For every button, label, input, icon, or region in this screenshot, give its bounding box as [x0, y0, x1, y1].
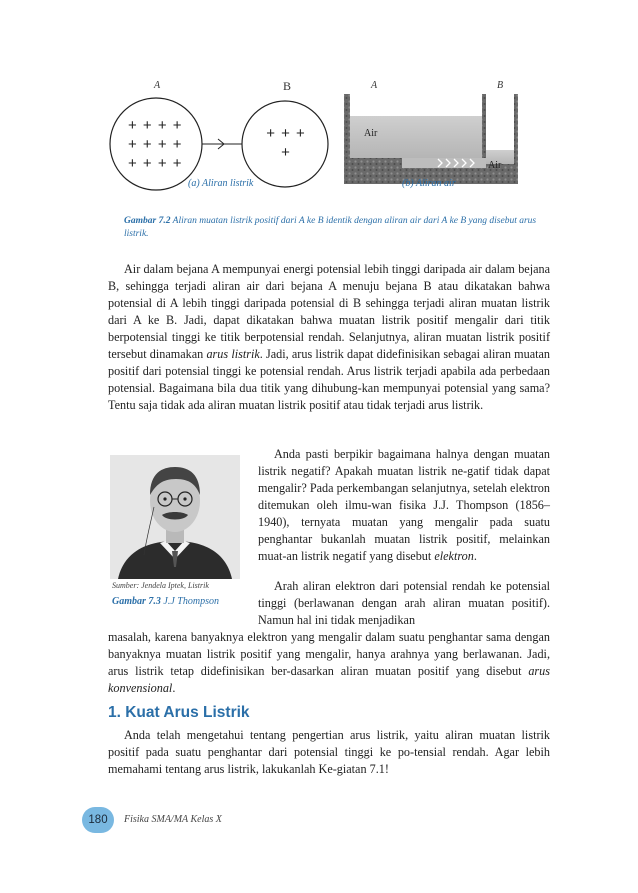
paragraph-3-side-text: Arah aliran elektron dari potensial rendah ke potensial tinggi (berlawanan dengan arah aliran muatan positif). Namun hal ini tidak menjadikan: [258, 579, 550, 627]
term-arus-konvensional: arus konvensional: [108, 664, 550, 695]
charge-row: +: [281, 144, 291, 161]
term-elektron: elektron: [434, 549, 474, 563]
section-paragraph: [108, 727, 550, 778]
charges-a: [128, 116, 183, 173]
paragraph-3-side: [258, 578, 550, 629]
circle-a-label: A: [154, 80, 161, 91]
paragraph-2: [258, 446, 550, 565]
section-heading: 1. Kuat Arus Listrik: [108, 704, 250, 721]
charge-row: + + + +: [128, 117, 183, 134]
paragraph-1: [108, 261, 550, 414]
caption-a: (a) Aliran listrik: [188, 178, 254, 189]
portrait-source: Sumber: Jendela Iptek, Listrik: [112, 581, 209, 590]
charge-row: + + +: [266, 125, 306, 142]
paragraph-2-text: Anda pasti berpikir bagaimana halnya dengan muatan listrik negatif? Apakah muatan listrik ne-gatif tidak dapat mengalir? Pada perkembangan selanjutnya, setelah elektron ditemukan oleh ilmu-wan fisika J.J. Thompson (1856–1940), ternyata muatan yang mengalir pada suatu penghantar bukanlah muatan listrik positif, melainkan muat-an listrik negatif yang disebut: [258, 447, 550, 563]
circle-b-label: B: [283, 79, 292, 93]
figure-caption-label: Gambar 7.2: [124, 216, 171, 226]
figure-caption: [124, 215, 544, 241]
paragraph-1-text-2: . Jadi, arus listrik dapat didefinisikan sebagai aliran muatan positif dari potensial tinggi ke potensial rendah. Arus listrik terjadi apabila ada perbedaan potensial. Bagaimana bila dua titik yang dihubung-kan mempunyai potensial yang sama? Tentu saja tidak ada aliran muatan listrik positif atau tidak terjadi arus listrik.: [108, 347, 550, 412]
portrait-caption-text: J.J Thompson: [160, 596, 219, 607]
caption-b: (b) Aliran air: [402, 178, 456, 189]
term-arus-listrik: arus listrik: [206, 347, 260, 361]
tank-a-label: A: [371, 80, 378, 91]
portrait-caption-label: Gambar 7.3: [112, 596, 161, 607]
paragraph-3: [108, 629, 550, 697]
water-tanks-diagram: [342, 94, 520, 186]
water-label-a: Air: [364, 128, 378, 139]
section-paragraph-text: Anda telah mengetahui tentang pengertian arus listrik, yaitu aliran muatan listrik positif pada suatu penghantar dari potensial tinggi ke po-tensial rendah. Agar lebih memahami tentang arus listrik, lakukanlah Ke-giatan 7.1!: [108, 728, 550, 776]
charges-b: [262, 124, 310, 162]
tank-b-label: B: [497, 80, 504, 91]
charge-row: + + + +: [128, 136, 183, 153]
paragraph-2-text-2: .: [473, 549, 477, 563]
book-title: Fisika SMA/MA Kelas X: [124, 814, 222, 825]
paragraph-3-text: masalah, karena banyaknya elektron yang mengalir dalam suatu penghantar sama dengan banyaknya muatan listrik positif yang mengalir, hanya arahnya yang berlawanan. Jadi, arus listrik tetap didefinisikan ber-dasarkan aliran muatan positif yang disebut: [108, 630, 550, 678]
page-number: 180: [82, 807, 114, 833]
paragraph-3-text-2: .: [172, 681, 176, 695]
figure-caption-text: Aliran muatan listrik positif dari A ke B identik dengan aliran air dari A ke B yang disebut arus listrik.: [124, 216, 537, 239]
water-label-b: Air: [488, 160, 502, 171]
charge-row: + + + +: [128, 155, 183, 172]
paragraph-1-text: Air dalam bejana A mempunyai energi potensial lebih tinggi daripada air dalam bejana B, sehingga terjadi aliran air dari bejana A menuju bejana B atau dikatakan bahwa potensial di A lebih tinggi daripada potensial di B sehingga terjadi aliran muatan listrik dari A ke B. Jadi, dapat dikatakan bahwa muatan listrik positif mengalir dari titik berpotensial tinggi ke titik berpotensial rendah. Selanjutnya, aliran muatan listrik positif tersebut dinamakan: [108, 262, 550, 361]
thompson-portrait: [110, 455, 240, 579]
portrait-caption: [112, 596, 219, 607]
